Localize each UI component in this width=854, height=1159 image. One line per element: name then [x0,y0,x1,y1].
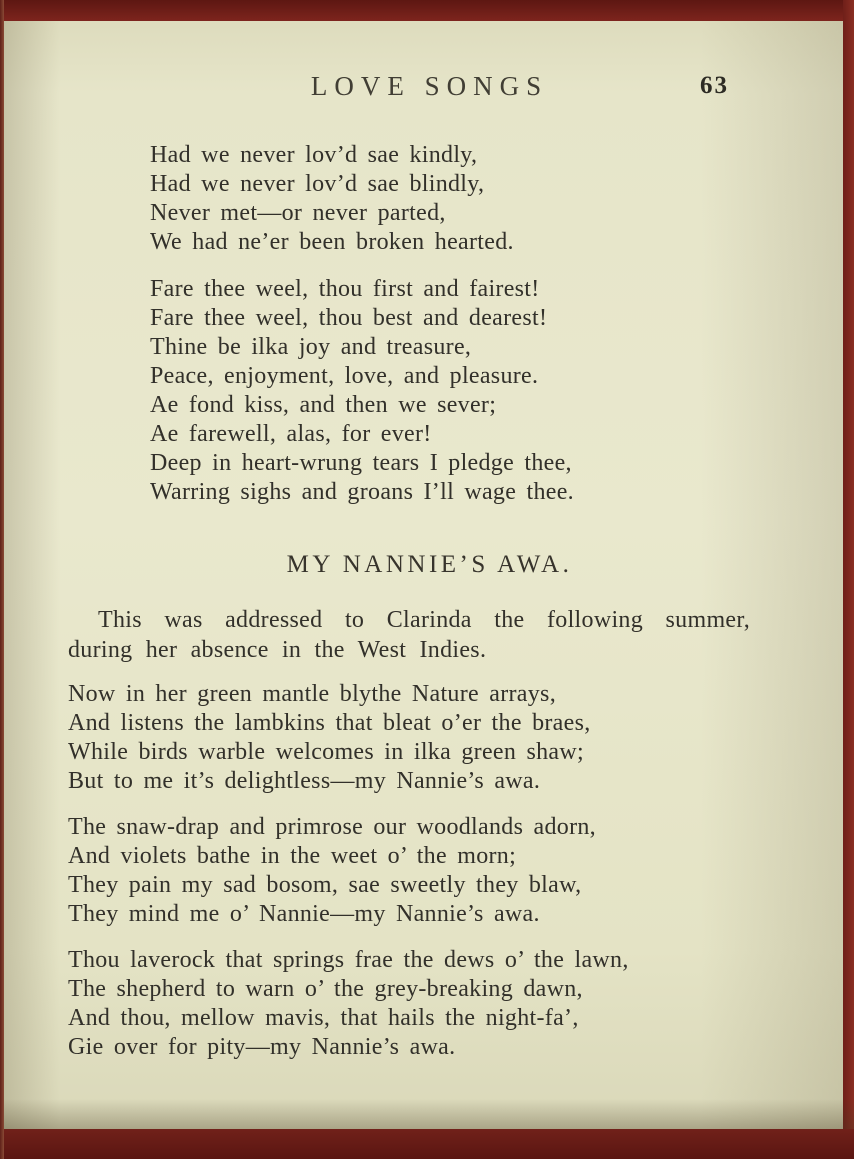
poem-line: Had we never lov’d sae blindly, [150,171,485,197]
poem-line: The snaw-drap and primrose our woodlands adorn, [68,814,596,840]
poem-line: We had ne’er been broken hearted. [150,229,514,255]
poem-line: The shepherd to warn o’ the grey-breaking dawn, [68,976,583,1002]
poem-line: And listens the lambkins that bleat o’er the braes, [68,710,591,736]
poem-line: Deep in heart-wrung tears I pledge thee, [150,450,572,476]
page-title: LOVE SONGS [310,71,549,101]
page-number: 63 [700,72,729,99]
poem-line: Had we never lov’d sae kindly, [150,142,478,168]
poem-line: Fare thee weel, thou best and dearest! [150,305,548,331]
stanza [150,141,791,257]
book-edge-bottom [0,1129,854,1159]
poem-line: Thine be ilka joy and treasure, [150,334,472,360]
poem-line: They mind me o’ Nannie—my Nannie’s awa. [68,901,540,927]
poem-line: Now in her green mantle blythe Nature arrays, [68,681,556,707]
poem-line: While birds warble welcomes in ilka green shaw; [68,739,584,765]
book-edge-right [843,0,854,1159]
poem-line: Never met—or never parted, [150,200,446,226]
poem-line: Warring sighs and groans I’ll wage thee. [150,479,574,505]
running-header [68,71,791,105]
book-edge-top [0,0,854,21]
stanza [68,946,791,1062]
stanza [150,275,791,507]
poem-line: But to me it’s delightless—my Nannie’s awa. [68,768,541,794]
poem-line: Thou laverock that springs frae the dews o’ the lawn, [68,947,629,973]
poem-line: And violets bathe in the weet o’ the morn; [68,843,517,869]
poem-line: Ae fond kiss, and then we sever; [150,392,497,418]
poem-heading: MY NANNIE’S AWA. [286,551,573,578]
poem-line: And thou, mellow mavis, that hails the night-fa’, [68,1005,579,1031]
poem-line: Ae farewell, alas, for ever! [150,421,432,447]
intro-paragraph: This was addressed to Clarinda the following summer, during her absence in the West Indies. [68,607,750,663]
poem-line: They pain my sad bosom, sae sweetly they blaw, [68,872,582,898]
stanza [68,680,791,796]
poem-line: Gie over for pity—my Nannie’s awa. [68,1034,456,1060]
stanza [68,813,791,929]
page-content [4,21,843,1129]
poem-line: Fare thee weel, thou first and fairest! [150,276,540,302]
poem-line: Peace, enjoyment, love, and pleasure. [150,363,539,389]
